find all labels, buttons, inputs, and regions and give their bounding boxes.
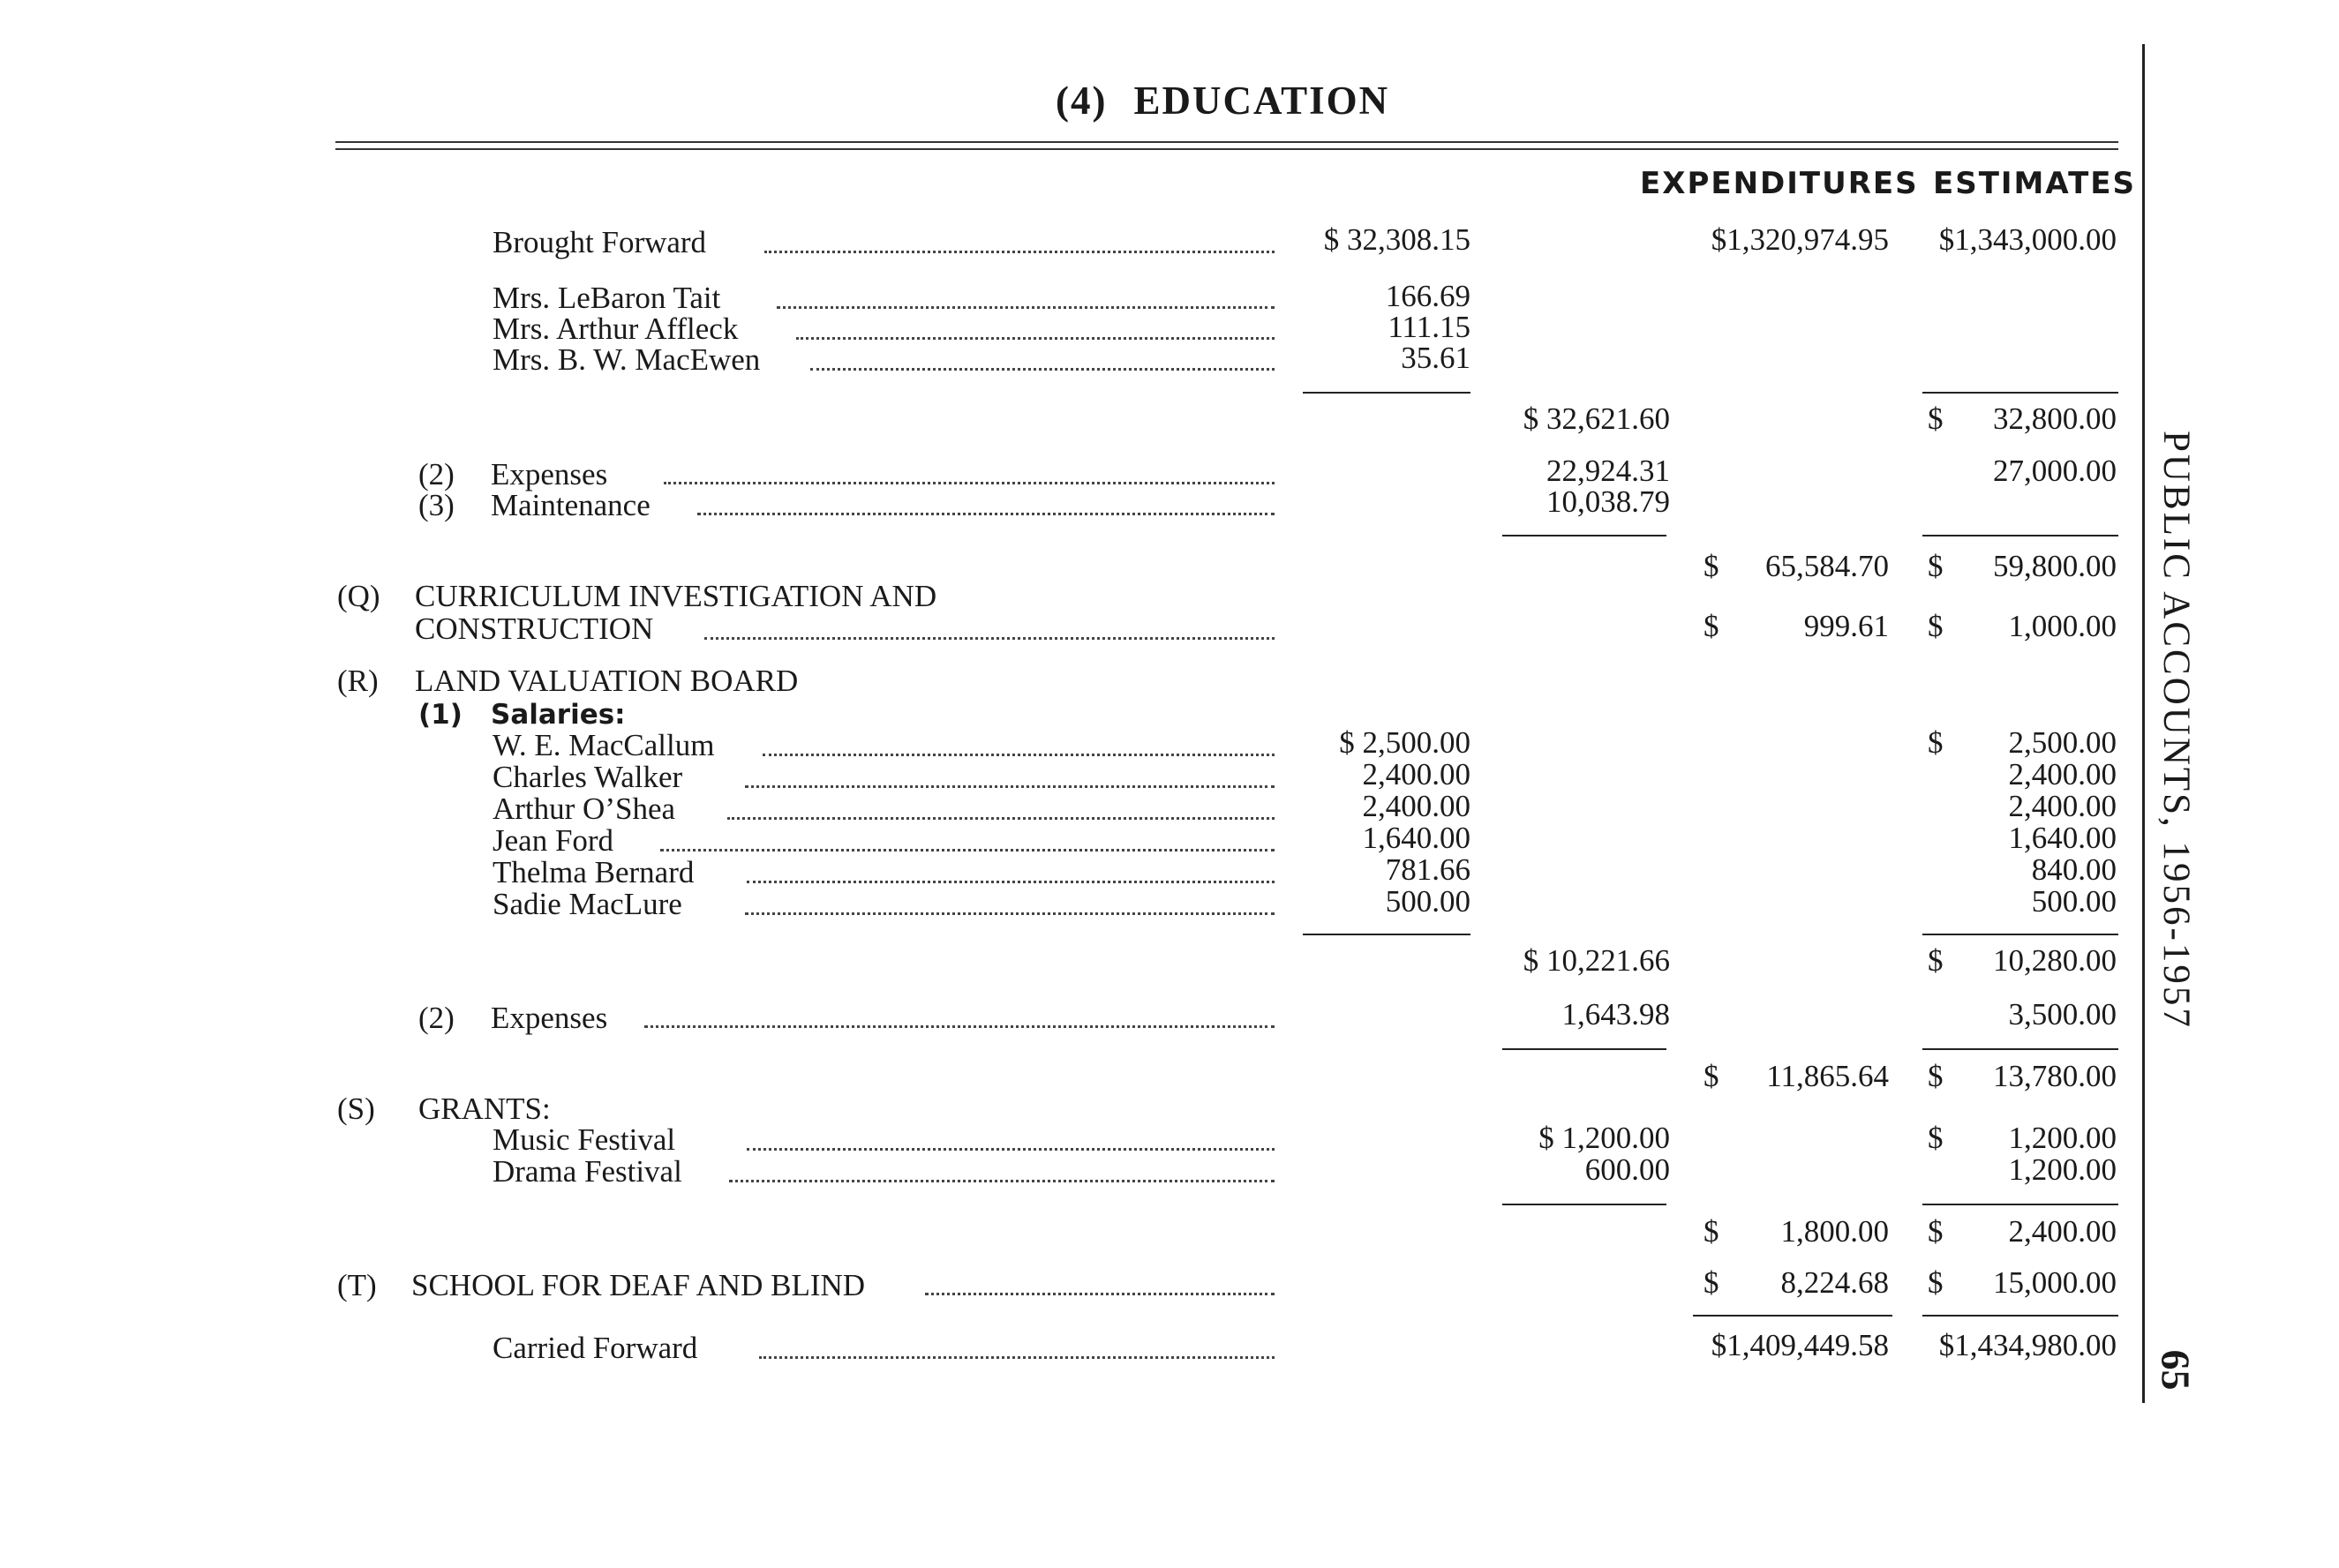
dollar-sign: $ <box>1928 1214 1944 1249</box>
maclure-estimate: 500.00 <box>2031 884 2117 919</box>
s-label: GRANTS: <box>418 1092 551 1126</box>
brought-forward-expenditures: $1,320,974.95 <box>1711 222 1889 257</box>
leader-dots <box>745 785 1275 788</box>
maintenance-label: Maintenance <box>491 488 651 522</box>
walker-amount: 2,400.00 <box>1362 757 1470 792</box>
carried-forward-estimates: $1,434,980.00 <box>1938 1328 2117 1362</box>
leader-dots <box>764 251 1275 253</box>
macewen-amount: 35.61 <box>1401 341 1470 375</box>
r-sub-number: (1) <box>418 699 463 731</box>
carried-forward-label: Carried Forward <box>493 1331 698 1365</box>
leader-dots <box>747 1148 1275 1151</box>
oshea-estimate: 2,400.00 <box>2008 789 2117 823</box>
margin-rule <box>2142 44 2145 1403</box>
music-festival-amount: $ 1,200.00 <box>1538 1121 1670 1155</box>
affleck-amount: 111.15 <box>1388 310 1470 344</box>
s-total-expenditures: 1,800.00 <box>1780 1214 1889 1249</box>
underline <box>1303 934 1470 935</box>
leader-dots <box>810 368 1275 371</box>
leader-dots <box>796 337 1275 340</box>
leader-dots <box>763 754 1275 756</box>
drama-festival-estimate: 1,200.00 <box>2008 1152 2117 1187</box>
ford-estimate: 1,640.00 <box>2008 821 2117 855</box>
maccallum-estimate: 2,500.00 <box>2008 725 2117 760</box>
bernard-amount: 781.66 <box>1385 852 1470 887</box>
leader-dots <box>697 513 1275 515</box>
leader-dots <box>925 1293 1275 1295</box>
underline <box>1922 1048 2118 1050</box>
brought-forward-col1: $ 32,308.15 <box>1323 222 1470 257</box>
music-festival-label: Music Festival <box>493 1122 676 1157</box>
running-title: PUBLIC ACCOUNTS, 1956-1957 <box>2155 431 2197 1030</box>
dollar-sign: $ <box>1928 401 1944 436</box>
dollar-sign: $ <box>1928 943 1944 978</box>
r-sub-label: Salaries: <box>491 699 626 731</box>
underline <box>1303 392 1470 394</box>
walker-label: Charles Walker <box>493 760 683 794</box>
t-estimates: 15,000.00 <box>1993 1265 2117 1300</box>
s-total-estimates: 2,400.00 <box>2008 1214 2117 1249</box>
r-label: LAND VALUATION BOARD <box>415 664 799 698</box>
underline <box>1502 535 1666 536</box>
salaries-subtotal-estimate: 32,800.00 <box>1993 401 2117 436</box>
dollar-sign: $ <box>1703 549 1719 583</box>
r-expenses-amount: 1,643.98 <box>1561 997 1670 1032</box>
oshea-label: Arthur O’Shea <box>493 792 676 826</box>
section-total-expenditures: 65,584.70 <box>1765 549 1889 583</box>
leader-dots <box>777 306 1275 309</box>
drama-festival-amount: 600.00 <box>1584 1152 1670 1187</box>
page-title <box>1056 78 1389 124</box>
r-salaries-subtotal: $ 10,221.66 <box>1523 943 1670 978</box>
macewen-label: Mrs. B. W. MacEwen <box>493 342 761 377</box>
underline <box>1502 1048 1666 1050</box>
underline <box>1693 1315 1892 1317</box>
carried-forward-expenditures: $1,409,449.58 <box>1711 1328 1889 1362</box>
ford-amount: 1,640.00 <box>1362 821 1470 855</box>
leader-dots <box>747 881 1275 883</box>
expenses-label: Expenses <box>491 457 608 491</box>
oshea-amount: 2,400.00 <box>1362 789 1470 823</box>
r-expenses-label: Expenses <box>491 1001 608 1035</box>
leader-dots <box>729 1180 1275 1182</box>
expenditures-header: EXPENDITURES <box>1640 166 1919 201</box>
underline <box>1922 1315 2118 1317</box>
brought-forward-estimates: $1,343,000.00 <box>1938 222 2117 257</box>
r-total-expenditures: 11,865.64 <box>1766 1059 1889 1093</box>
underline <box>1502 1204 1666 1205</box>
bernard-label: Thelma Bernard <box>493 855 695 889</box>
affleck-label: Mrs. Arthur Affleck <box>493 311 739 346</box>
leader-dots <box>759 1356 1275 1359</box>
dollar-sign: $ <box>1928 725 1944 760</box>
t-expenditures: 8,224.68 <box>1780 1265 1889 1300</box>
salaries-subtotal: $ 32,621.60 <box>1523 401 1670 436</box>
underline <box>1922 392 2118 394</box>
maintenance-number: (3) <box>418 488 455 522</box>
underline <box>1922 934 2118 935</box>
leader-dots <box>644 1025 1275 1028</box>
q-estimates: 1,000.00 <box>2008 609 2117 643</box>
section-title: EDUCATION <box>1133 79 1390 123</box>
maccallum-amount: $ 2,500.00 <box>1339 725 1470 760</box>
leader-dots <box>704 637 1275 640</box>
dollar-sign: $ <box>1703 1265 1719 1300</box>
music-festival-estimate: 1,200.00 <box>2008 1121 2117 1155</box>
estimates-header: ESTIMATES <box>1933 166 2136 201</box>
dollar-sign: $ <box>1928 1265 1944 1300</box>
dollar-sign: $ <box>1928 1121 1944 1155</box>
title-rule-bottom <box>335 148 2118 150</box>
dollar-sign: $ <box>1703 609 1719 643</box>
r-expenses-estimate: 3,500.00 <box>2008 997 2117 1032</box>
section-number: (4) <box>1056 79 1108 123</box>
leader-dots <box>664 482 1275 484</box>
r-salaries-subtotal-estimate: 10,280.00 <box>1993 943 2117 978</box>
q-label-line1: CURRICULUM INVESTIGATION AND <box>415 579 937 613</box>
bernard-estimate: 840.00 <box>2031 852 2117 887</box>
q-letter: (Q) <box>337 579 380 613</box>
r-total-estimates: 13,780.00 <box>1993 1059 2117 1093</box>
title-rule-top <box>335 141 2118 143</box>
r-expenses-number: (2) <box>418 1001 455 1035</box>
expenses-amount: 22,924.31 <box>1546 454 1670 488</box>
section-total-estimates: 59,800.00 <box>1993 549 2117 583</box>
dollar-sign: $ <box>1928 549 1944 583</box>
dollar-sign: $ <box>1703 1214 1719 1249</box>
s-letter: (S) <box>337 1092 375 1126</box>
dollar-sign: $ <box>1928 1059 1944 1093</box>
tait-label: Mrs. LeBaron Tait <box>493 281 721 315</box>
brought-forward-label: Brought Forward <box>493 225 707 259</box>
maintenance-amount: 10,038.79 <box>1546 484 1670 519</box>
maclure-amount: 500.00 <box>1385 884 1470 919</box>
t-letter: (T) <box>337 1268 377 1302</box>
underline <box>1922 535 2118 536</box>
tait-amount: 166.69 <box>1385 279 1470 313</box>
q-expenditures: 999.61 <box>1803 609 1889 643</box>
leader-dots <box>660 849 1275 852</box>
dollar-sign: $ <box>1928 609 1944 643</box>
t-label: SCHOOL FOR DEAF AND BLIND <box>411 1268 866 1302</box>
maccallum-label: W. E. MacCallum <box>493 728 715 762</box>
ford-label: Jean Ford <box>493 823 614 858</box>
underline <box>1922 1204 2118 1205</box>
q-label-line2: CONSTRUCTION <box>415 611 654 646</box>
walker-estimate: 2,400.00 <box>2008 757 2117 792</box>
dollar-sign: $ <box>1703 1059 1719 1093</box>
expenses-estimate: 27,000.00 <box>1993 454 2117 488</box>
page-number: 65 <box>2153 1349 2199 1391</box>
leader-dots <box>745 912 1275 915</box>
drama-festival-label: Drama Festival <box>493 1154 682 1189</box>
leader-dots <box>727 817 1275 820</box>
r-letter: (R) <box>337 664 379 698</box>
maclure-label: Sadie MacLure <box>493 887 682 921</box>
expenses-number: (2) <box>418 457 455 491</box>
